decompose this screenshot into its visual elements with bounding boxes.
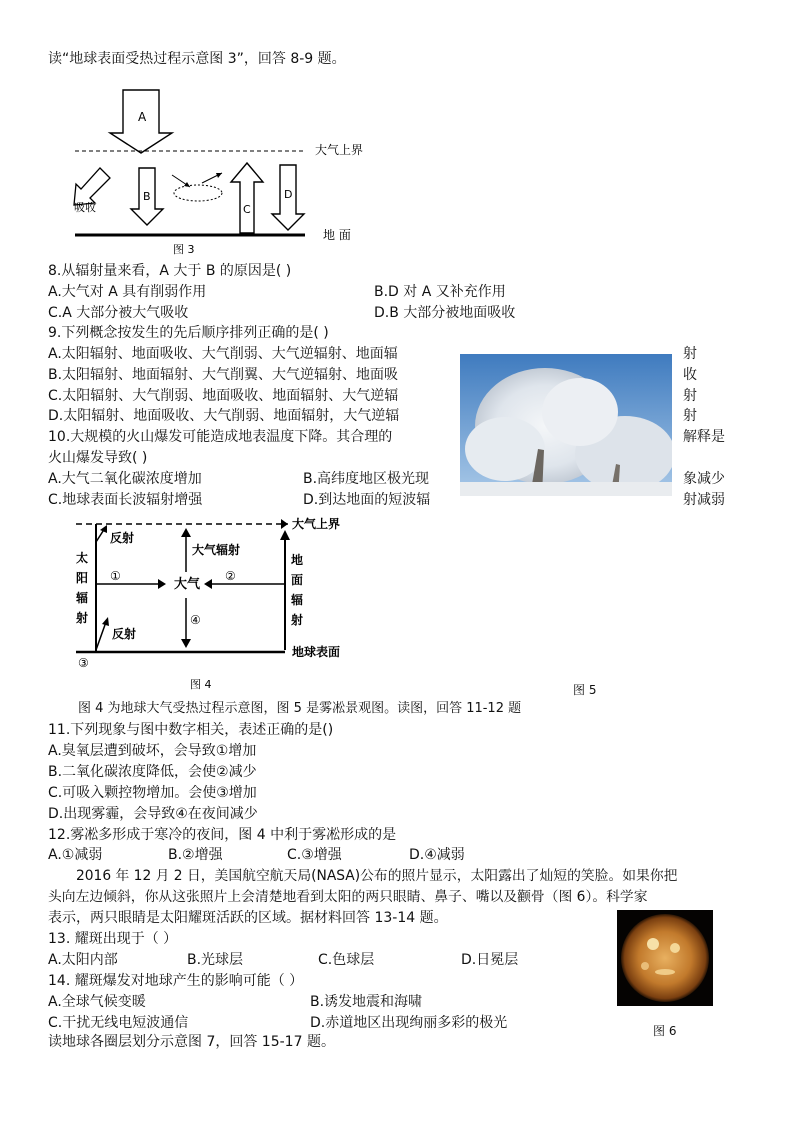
q8-option-c[interactable]: C.A 大部分被大气吸收 [48, 305, 189, 321]
q9-option-c-end: 射 [683, 388, 697, 404]
q12-stem: 12.雾凇多形成于寒冷的夜间，图 4 中利于雾凇形成的是 [48, 827, 397, 843]
q9-option-c[interactable]: C.太阳辐射、大气削弱、地面吸收、地面辐射、大气逆辐 [48, 388, 399, 404]
ground-rad-char-4: 射 [291, 613, 304, 627]
q10-option-b[interactable]: B.高纬度地区极光现 [303, 471, 430, 487]
label-atm-rad: 大气辐射 [192, 543, 241, 557]
q9-option-d-end: 射 [683, 408, 697, 424]
q9-option-d[interactable]: D.太阳辐射、地面吸收、大气削弱、地面辐射，大气逆辐 [48, 408, 400, 424]
q11-stem: 11.下列现象与图中数字相关，表述正确的是() [48, 722, 334, 738]
label-surface: 地球表面 [292, 645, 341, 659]
q11-option-a[interactable]: A.臭氧层遭到破坏，会导致①增加 [48, 743, 257, 759]
arrow-c [231, 163, 263, 233]
q10-option-d-end: 射减弱 [683, 492, 725, 508]
q9-option-a[interactable]: A.太阳辐射、地面吸收、大气削弱、大气逆辐射、地面辐 [48, 346, 398, 362]
label-c: C [243, 203, 251, 216]
label-top: 大气上界 [292, 517, 341, 531]
q11-option-c[interactable]: C.可吸入颗控物增加。会使③增加 [48, 785, 257, 801]
q10-stem-2: 火山爆发导致( ) [48, 450, 148, 466]
label-n1: ① [110, 569, 121, 583]
q10-stem: 10.大规模的火山爆发可能造成地表温度下降。其合理的 [48, 429, 393, 445]
intro-text: 读“地球表面受热过程示意图 3”，回答 8-9 题。 [48, 51, 346, 67]
label-n3: ③ [78, 656, 89, 670]
label-d: D [284, 188, 293, 201]
q8-option-b[interactable]: B.D 对 A 又补充作用 [374, 284, 506, 300]
q14-option-a[interactable]: A.全球气候变暖 [48, 994, 146, 1010]
q13-stem: 13. 耀斑出现于（ ） [48, 931, 178, 947]
q9-option-b-end: 收 [683, 367, 697, 383]
q13-option-b[interactable]: B.光球层 [187, 952, 244, 968]
intro-fig4-fig5: 图 4 为地球大气受热过程示意图，图 5 是雾凇景观图。读图，回答 11-12 题 [78, 701, 522, 716]
q11-option-b[interactable]: B.二氧化碳浓度降低，会使②减少 [48, 764, 257, 780]
q14-option-c[interactable]: C.干扰无线电短波通信 [48, 1015, 189, 1031]
q13-option-d[interactable]: D.日冕层 [461, 952, 519, 968]
passage-line-1: 2016 年 12 月 2 日，美国航空航天局(NASA)公布的照片显示，太阳露出了灿短的笑脸。如果你把 [76, 868, 678, 884]
label-reflect-top: 反射 [110, 531, 135, 545]
q8-stem: 8.从辐射量来看，A 大于 B 的原因是( ) [48, 263, 292, 279]
label-n2: ② [225, 569, 236, 583]
figure-5-caption: 图 5 [573, 683, 597, 697]
ground-rad-char-1: 地 [291, 553, 304, 567]
q12-option-a[interactable]: A.①减弱 [48, 847, 103, 863]
sun-rad-char-1: 太 [76, 551, 89, 565]
figure-4-diagram [70, 512, 370, 692]
label-absorb: 吸收 [74, 201, 96, 214]
q12-option-c[interactable]: C.③增强 [287, 847, 342, 863]
label-atm: 大气 [174, 577, 201, 592]
q13-option-a[interactable]: A.太阳内部 [48, 952, 118, 968]
ground-rad-char-2: 面 [291, 573, 304, 587]
cloud-icon [174, 185, 222, 201]
figure-5-rime-photo [460, 354, 672, 496]
label-reflect-bottom: 反射 [112, 627, 137, 641]
q14-option-d[interactable]: D.赤道地区出现绚丽多彩的极光 [310, 1015, 508, 1031]
ground-rad-char-3: 辐 [291, 593, 304, 607]
label-b: B [143, 190, 151, 203]
q10-option-b-end: 象减少 [683, 471, 725, 487]
label-n4: ④ [190, 613, 201, 627]
q8-option-a[interactable]: A.大气对 A 具有削弱作用 [48, 284, 207, 300]
q12-option-d[interactable]: D.④减弱 [409, 847, 465, 863]
sun-rad-char-4: 射 [76, 611, 89, 625]
q11-option-d[interactable]: D.出现雾霾，会导致④在夜间减少 [48, 806, 258, 822]
figure-3-caption: 图 3 [173, 243, 195, 256]
passage-line-3: 表示，两只眼睛是太阳耀斑活跃的区域。据材料回答 13-14 题。 [48, 910, 448, 926]
label-ground: 地 面 [323, 228, 351, 242]
figure-3-diagram [60, 85, 380, 260]
q9-stem: 9.下列概念按发生的先后顺序排列正确的是( ) [48, 325, 329, 341]
arrow-absorb [74, 168, 110, 205]
passage-line-2: 头向左边倾斜，你从这张照片上会清楚地看到太阳的两只眼睛、鼻子、嘴以及颧骨（图 6）。科学家 [48, 889, 648, 905]
q9-option-b[interactable]: B.太阳辐射、地面辐射、大气削翼、大气逆辐射、地面吸 [48, 367, 399, 383]
figure-4-caption: 图 4 [190, 678, 212, 691]
q10-option-a[interactable]: A.大气二氧化碳浓度增加 [48, 471, 202, 487]
q8-option-d[interactable]: D.B 大部分被地面吸收 [374, 305, 516, 321]
label-a: A [138, 110, 147, 124]
q10-option-d[interactable]: D.到达地面的短波辐 [303, 492, 431, 508]
q10-option-c[interactable]: C.地球表面长波辐射增强 [48, 492, 203, 508]
figure-6-caption: 图 6 [653, 1024, 677, 1038]
q12-option-b[interactable]: B.②增强 [168, 847, 223, 863]
q14-stem: 14. 耀斑爆发对地球产生的影响可能（ ） [48, 973, 304, 989]
figure-6-sun-photo [617, 910, 713, 1006]
q10-stem-end: 解释是 [683, 429, 725, 445]
sun-rad-char-3: 辐 [76, 591, 89, 605]
sun-rad-char-2: 阳 [76, 571, 89, 585]
q14-option-b[interactable]: B.诱发地震和海啸 [310, 994, 423, 1010]
q9-option-a-end: 射 [683, 346, 697, 362]
q13-option-c[interactable]: C.色球层 [318, 952, 375, 968]
intro-fig7: 读地球各圈层划分示意图 7，回答 15-17 题。 [48, 1034, 335, 1050]
label-atmosphere-top: 大气上界 [315, 143, 364, 157]
